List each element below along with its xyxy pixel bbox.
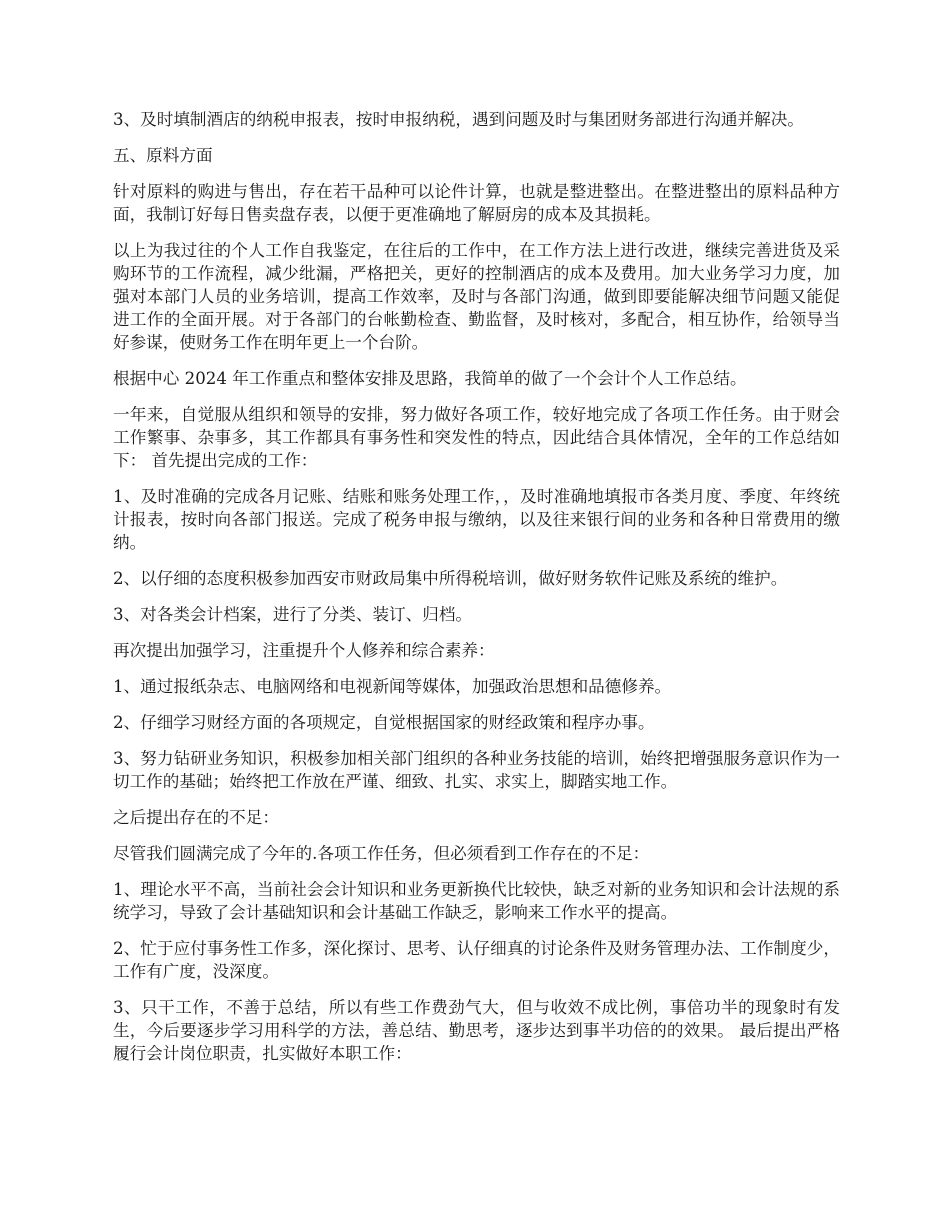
paragraph-learning-3: 3、努力钻研业务知识，积极参加相关部门组织的各种业务技能的培训，始终把增强服务意识作为一切工作的基础；始终把工作放在严谨、细致、扎实、求实上，脚踏实地工作。 (113, 749, 840, 791)
paragraph-shortcoming-2: 2、忙于应付事务性工作多，深化探讨、思考、认仔细真的讨论条件及财务管理办法、工作制度少，工作有广度，没深度。 (113, 939, 840, 981)
paragraph-learning-2: 2、仔细学习财经方面的各项规定，自觉根据国家的财经政策和程序办事。 (113, 713, 655, 732)
paragraph-completed-work-1: 1、及时准确的完成各月记账、结账和账务处理工作，，及时准确地填报市各类月度、季度、年终统计报表，按时向各部门报送。完成了税务申报与缴纳，以及往来银行间的业务和各种日常费用的缴纳。 (113, 487, 840, 552)
paragraph-shortcoming-1: 1、理论水平不高，当前社会会计知识和业务更新换代比较快，缺乏对新的业务知识和会计法规的系统学习，导致了会计基础知识和会计基础工作缺乏，影响来工作水平的提高。 (113, 880, 840, 922)
paragraph-self-assessment: 以上为我过往的个人工作自我鉴定，在往后的工作中，在工作方法上进行改进，继续完善进货及采购环节的工作流程，减少纰漏，严格把关，更好的控制酒店的成本及费用。加大业务学习力度，加强对本部门人员的业务培训，提高工作效率，及时与各部门沟通，做到即要能解决细节问题又能促进工作的全面开展。对于各部门的台帐勤检查、勤监督，及时核对，多配合，相互协作，给领导当好参谋，使财务工作在明年更上一个台阶。 (113, 241, 840, 352)
paragraph-shortcoming-3: 3、只干工作，不善于总结，所以有些工作费劲气大，但与收效不成比例，事倍功半的现象时有发生，今后要逐步学习用科学的方法，善总结、勤思考，逐步达到事半功倍的的效果。 最后提出严格履行会计岗位职责，扎实做好本职工作： (113, 998, 840, 1063)
paragraph-completed-work-3: 3、对各类会计档案，进行了分类、装订、归档。 (113, 605, 473, 624)
paragraph-tax-filing: 3、及时填制酒店的纳税申报表，按时申报纳税，遇到问题及时与集团财务部进行沟通并解决。 (113, 110, 804, 129)
section-heading-raw-materials: 五、原料方面 (113, 146, 213, 165)
paragraph-completed-work-2: 2、以仔细的态度积极参加西安市财政局集中所得税培训，做好财务软件记账及系统的维护。 (113, 569, 788, 588)
paragraph-shortcomings-heading: 之后提出存在的不足： (113, 808, 279, 827)
paragraph-summary-intro: 根据中心 2024 年工作重点和整体安排及思路，我简单的做了一个会计个人工作总结。 (113, 369, 747, 388)
paragraph-shortcomings-intro: 尽管我们圆满完成了今年的.各项工作任务，但必须看到工作存在的不足： (113, 844, 650, 863)
paragraph-learning-1: 1、通过报纸杂志、电脑网络和电视新闻等媒体，加强政治思想和品德修养。 (113, 677, 672, 696)
paragraph-learning-heading: 再次提出加强学习，注重提升个人修养和综合素养： (113, 641, 495, 660)
paragraph-year-overview: 一年来，自觉服从组织和领导的安排，努力做好各项工作，较好地完成了各项工作任务。由于财会工作繁事、杂事多，其工作都具有事务性和突发性的特点，因此结合具体情况，全年的工作总结如下： 首先提出完成的工作： (113, 405, 840, 470)
paragraph-raw-materials: 针对原料的购进与售出，存在若干品种可以论件计算，也就是整进整出。在整进整出的原料品种方面，我制订好每日售卖盘存表，以便于更准确地了解厨房的成本及其损耗。 (113, 182, 840, 224)
